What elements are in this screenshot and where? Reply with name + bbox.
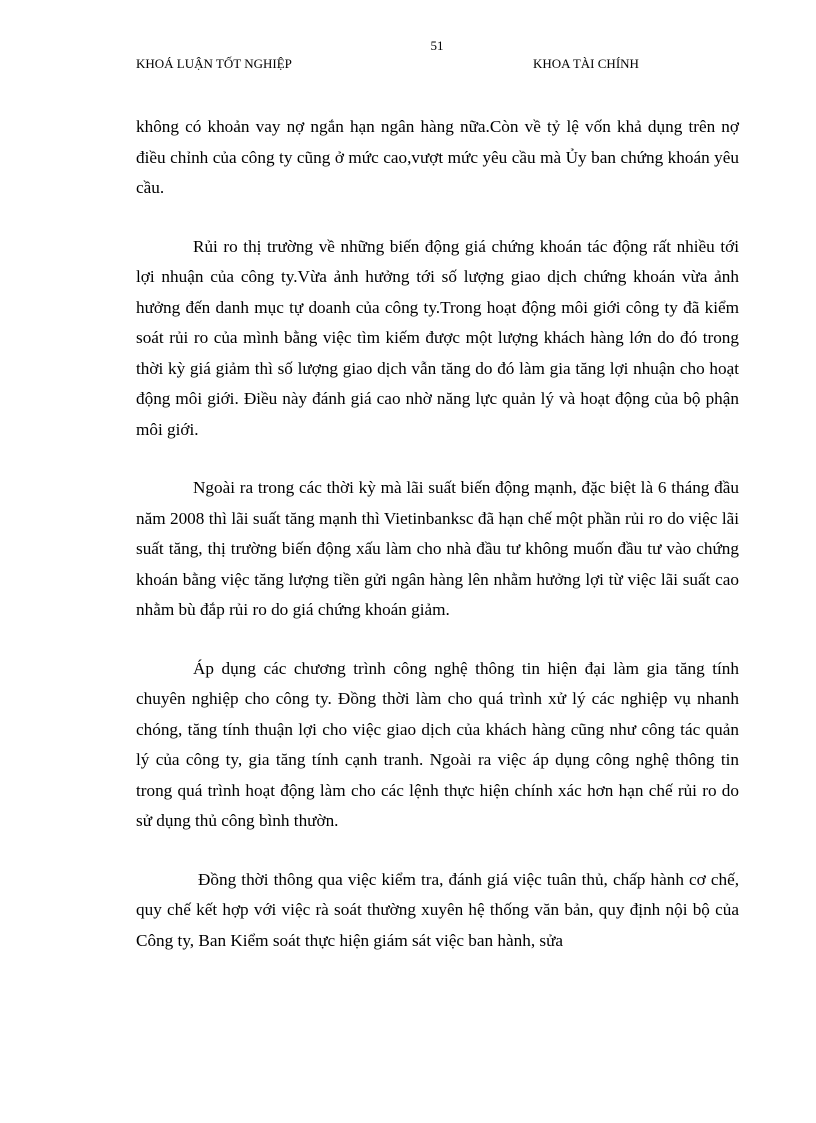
page-number: 51	[430, 38, 444, 53]
paragraph-4: Áp dụng các chương trình công nghệ thông tin hiện đại làm gia tăng tính chuyên nghiệp cho công ty. Đồng thời làm cho quá trình xử lý các nghiệp vụ nhanh chóng, tăng tính thuận lợi cho việc giao dịch của khách hàng cũng như công tác quản lý của công ty, gia tăng tính cạnh tranh. Ngoài ra việc áp dụng công nghệ thông tin trong quá trình hoạt động làm cho các lệnh thực hiện chính xác hơn hạn chế rủi ro do sử dụng thủ công bình thườn.	[136, 658, 739, 830]
header-faculty-name: KHOA TÀI CHÍNH	[533, 56, 639, 71]
header-thesis-title: KHOÁ LUẬN TỐT NGHIỆP	[136, 56, 292, 71]
paragraph-3: Ngoài ra trong các thời kỳ mà lãi suất biến động mạnh, đặc biệt là 6 tháng đầu năm 2008 thì lãi suất tăng mạnh thì Vietinbanksc đã hạn chế một phần rủi ro do việc lãi suất tăng, thị trường biến động xấu làm cho nhà đầu tư không muốn đầu tư vào chứng khoán bằng việc tăng lượng tiền gửi ngân hàng lên nhằm hưởng lợi từ việc lãi suất cao nhằm bù đắp rủi ro do giá chứng khoán giảm.	[136, 478, 739, 619]
body-text	[136, 112, 739, 984]
paragraph-1: không có khoản vay nợ ngắn hạn ngân hàng nữa.Còn về tỷ lệ vốn khả dụng trên nợ điều chỉnh của công ty cũng ở mức cao,vượt mức yêu cầu mà Ủy ban chứng khoán yêu cầu.	[136, 117, 739, 197]
paragraph-2: Rủi ro thị trường về những biến động giá chứng khoán tác động rất nhiều tới lợi nhuận của công ty.Vừa ảnh hưởng tới số lượng giao dịch chứng khoán vừa ảnh hưởng đến danh mục tự doanh của công ty.Trong hoạt động môi giới công ty đã kiểm soát rủi ro của mình bằng việc tìm kiếm được một lượng khách hàng lớn do đó trong thời kỳ giá giảm thì số lượng giao dịch vẫn tăng do đó làm gia tăng lợi nhuận cho hoạt động môi giới. Điều này đánh giá cao nhờ năng lực quản lý và hoạt động của bộ phận môi giới.	[136, 236, 739, 439]
paragraph-5: Đồng thời thông qua việc kiểm tra, đánh giá việc tuân thủ, chấp hành cơ chế, quy chế kết hợp với việc rà soát thường xuyên hệ thống văn bản, quy định nội bộ của Công ty, Ban Kiểm soát thực hiện giám sát việc ban hành, sửa	[136, 869, 739, 950]
